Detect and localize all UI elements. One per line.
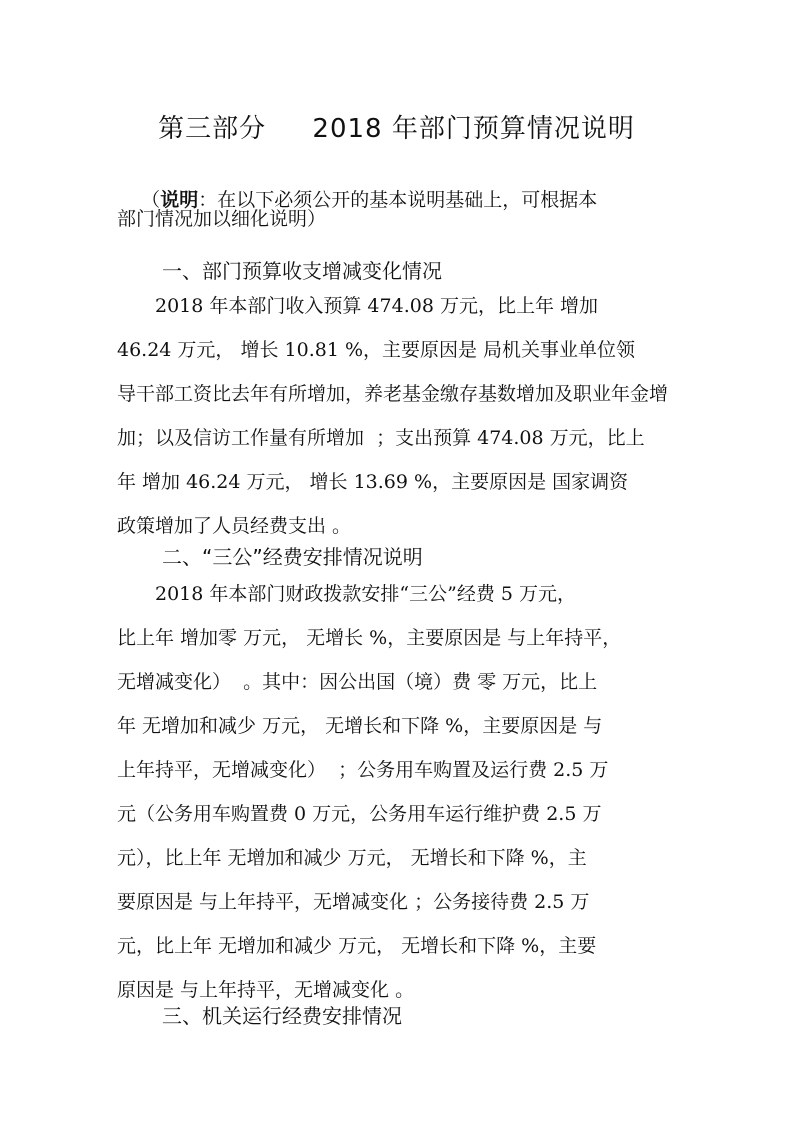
paragraph-line: 2018 年本部门财政拨款安排“三公”经费 5 万元，: [117, 583, 576, 605]
note-open-paren: （: [141, 189, 161, 211]
paragraph-line: 46.24 万元， 增长 10.81 %，主要原因是 局机关事业单位领: [117, 339, 636, 361]
note-line-2: 部门情况加以细化说明）: [117, 208, 327, 230]
paragraph-line: 原因是 与上年持平，无增减变化 。: [117, 979, 415, 1001]
note-label: 说明: [160, 189, 199, 211]
page-title: 第三部分 2018 年部门预算情况说明: [158, 114, 635, 144]
section-heading-3: 三、机关运行经费安排情况: [162, 1004, 402, 1028]
section-heading-2: 二、“三公”经费安排情况说明: [162, 545, 423, 569]
paragraph-line: 要原因是 与上年持平，无增减变化 ；公务接待费 2.5 万: [117, 891, 590, 913]
paragraph-line: 元），比上年 无增加和减少 万元， 无增长和下降 %，主: [117, 847, 587, 869]
paragraph-line: 比上年 增加零 万元， 无增长 %，主要原因是 与上年持平，: [117, 627, 622, 649]
paragraph-line: 无增减变化） 。其中：因公出国（境）费 零 万元，比上: [117, 671, 598, 693]
paragraph-line: 导干部工资比去年有所增加，养老基金缴存基数增加及职业年金增: [117, 383, 669, 405]
paragraph-line: 元（公务用车购置费 0 万元，公务用车运行维护费 2.5 万: [117, 803, 602, 825]
paragraph-line: 年 增加 46.24 万元， 增长 13.69 %，主要原因是 国家调资: [117, 471, 629, 493]
note-text: ：在以下必须公开的基本说明基础上，可根据本: [198, 189, 598, 211]
paragraph-line: 年 无增加和减少 万元， 无增长和下降 %，主要原因是 与: [117, 715, 603, 737]
section-heading-1: 一、部门预算收支增减变化情况: [162, 259, 442, 283]
paragraph-line: 元，比上年 无增加和减少 万元， 无增长和下降 %，主要: [117, 935, 597, 957]
paragraph-line: 2018 年本部门收入预算 474.08 万元，比上年 增加: [117, 295, 598, 317]
paragraph-line: 加；以及信访工作量有所增加 ；支出预算 474.08 万元，比上: [117, 427, 645, 449]
paragraph-line: 上年持平，无增减变化） ；公务用车购置及运行费 2.5 万: [117, 759, 609, 781]
paragraph-line: 政策增加了人员经费支出 。: [117, 515, 352, 537]
